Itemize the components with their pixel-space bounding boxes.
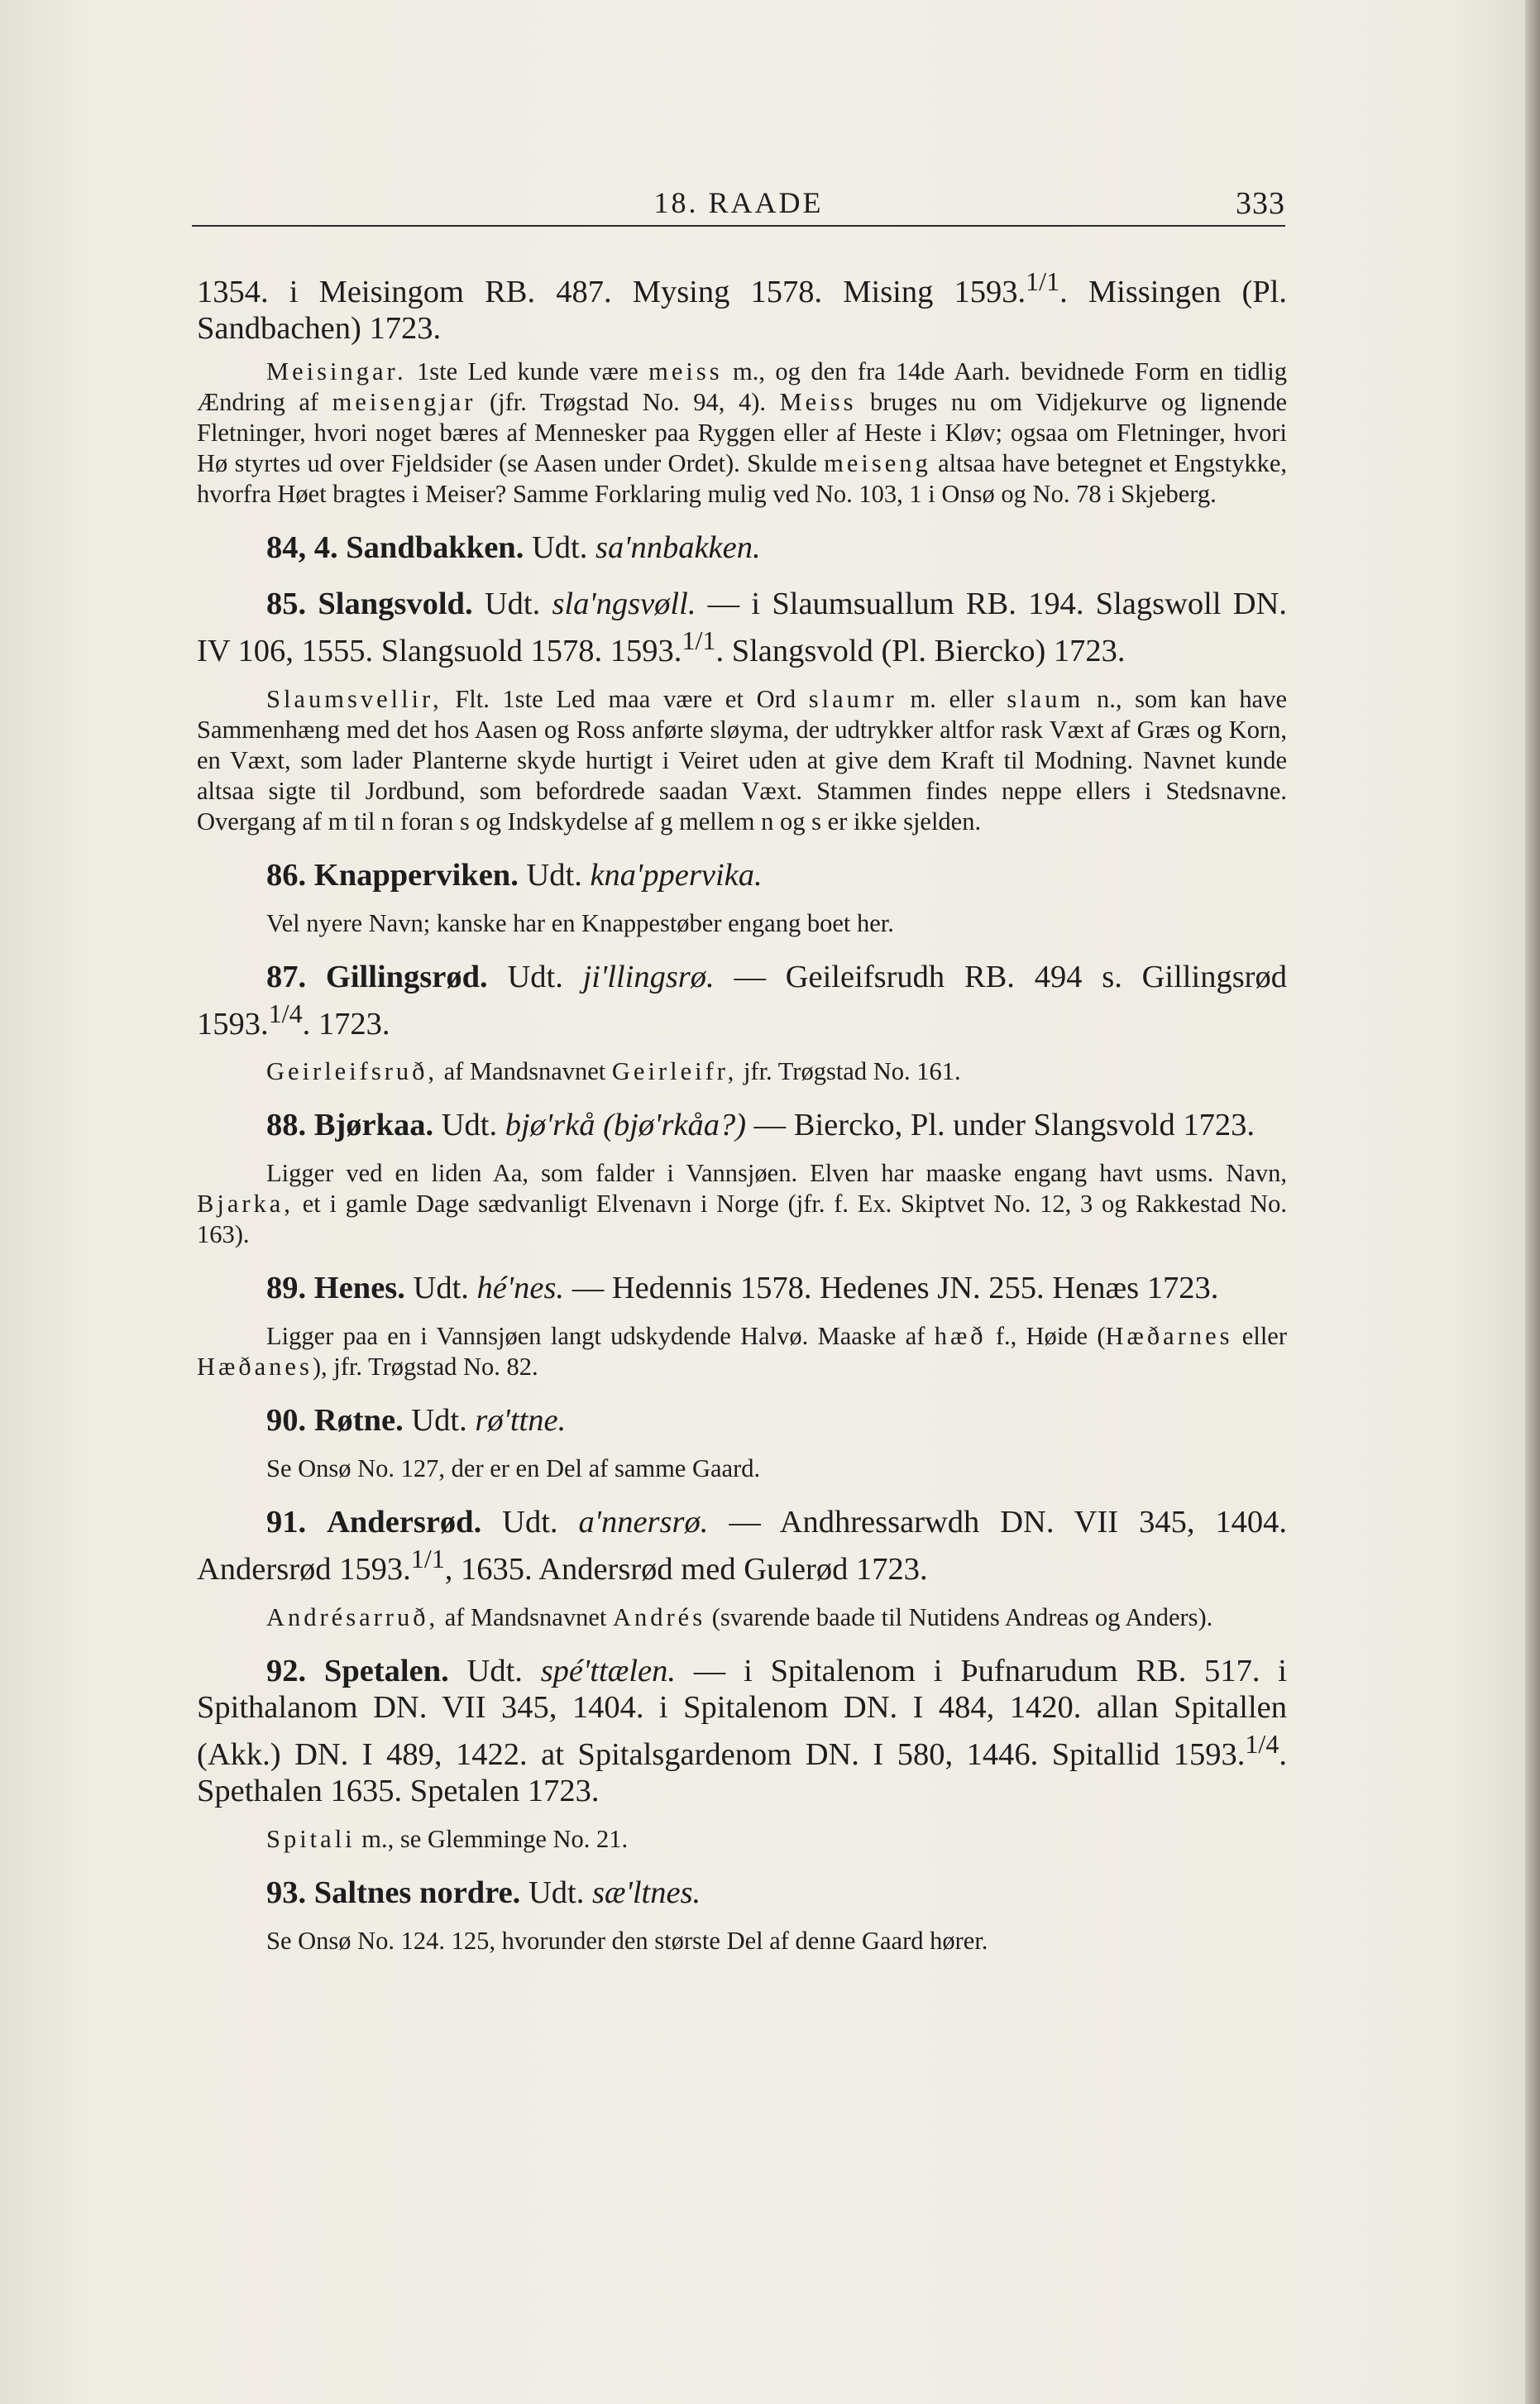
entry-86: 86. Knapperviken. Udt. kna'ppervika. [266,857,763,893]
entry-91: 91. Andersrød. Udt. a'nnersrø. — Andhressarwdh DN. VII 345, 1404. Andersrød 1593.$^{1/1}$, 1635. Andersrød med Gulerød 1723. [197,1505,1288,1588]
page-header [192,185,1285,227]
note-88: Ligger ved en liden Aa, som falder i Vannsjøen. Elven har maaske engang havt usms. Navn, Bjarka, et i gamle Dage sædvanligt Elvenavn i Norge (jfr. f. Ex. Skiptvet No. 12, 3 og Rakkestad No. 163). [197,1159,1287,1249]
page-number: 333 [1236,186,1285,221]
fraction: 1/1 [1026,266,1060,296]
note-92: Spitali m., se Glemminge No. 21. [266,1825,629,1854]
note-90: Se Onsø No. 127, der er en Del af samme Gaard. [266,1454,761,1483]
entry-90: 90. Røtne. Udt. rø'ttne. [266,1403,567,1439]
entry-89: 89. Henes. Udt. hé'nes. — Hedennis 1578. Hedenes JN. 255. Henæs 1723. [266,1271,1219,1306]
page-content [197,263,1287,1956]
note-93: Se Onsø No. 124. 125, hvorunder den største Del af denne Gaard hører. [266,1927,988,1956]
entry-92: 92. Spetalen. Udt. spé'ttælen. — i Spitalenom i Þufnarudum RB. 517. i Spithalanom DN. VII 345, 1404. i Spitalenom DN. I 484, 1420. allan Spitallen (Akk.) DN. I 489, 1422. at Spitalsgardenom DN. I 580, 1446. Spitallid 1593.$^{1/4}$. Spethalen 1635. Spetalen 1723. [197,1654,1288,1809]
running-head: 18. RAADE [653,186,824,219]
entry-88: 88. Bjørkaa. Udt. bjø'rkå (bjø'rkåa?) — Biercko, Pl. under Slangsvold 1723. [266,1108,1255,1143]
entry-93: 93. Saltnes nordre. Udt. sæ'ltnes. [266,1875,701,1911]
entry-87: 87. Gillingsrød. Udt. ji'llingsrø. — Geileifsrudh RB. 494 s. Gillingsrød 1593.$^{1/4}$. 1723. [197,959,1288,1042]
entry-1354: 1354. i Meisingom RB. 487. Mysing 1578. Mising 1593.$^{1/1}$. Missingen (Pl. Sandbachen) 1723. [197,266,1288,346]
note-86: Vel nyere Navn; kanske har en Knappestøber engang boet her. [266,908,894,937]
entry-85: 85. Slangsvold. Udt. sla'ngsvøll. — i Slaumsuallum RB. 194. Slagswoll DN. IV 106, 1555. Slangsuold 1578. 1593.$^{1/1}$. Slangsvold (Pl. Biercko) 1723. [197,586,1288,668]
note-1354: Meisingar. 1ste Led kunde være meiss m., og den fra 14de Aarh. bevidnede Form en tidlig Ændring af meisengjar (jfr. Trøgstad No. 94, 4). Meiss bruges nu om Vidjekurve og lignende Fletninger, hvori noget bæres af Mennesker paa Ryggen eller af Heste i Kløv; ogsaa om Fletninger, hvori Hø styrtes ud over Fjeldsider (se Aasen under Ordet). Skulde meiseng altsaa have betegnet et Engstykke, hvorfra Høet bragtes i Meiser? Samme Forklaring mulig ved No. 103, 1 i Onsø og No. 78 i Skjeberg. [197,357,1287,508]
note-91: Andrésarruð, af Mandsnavnet Andrés (svarende baade til Nutidens Andreas og Anders). [266,1603,1213,1632]
note-89: Ligger paa en i Vannsjøen langt udskydende Halvø. Maaske af hæð f., Høide (Hæðarnes eller Hæðanes), jfr. Trøgstad No. 82. [197,1322,1287,1382]
page-edge [1525,0,1540,2404]
note-87: Geirleifsruð, af Mandsnavnet Geirleifr, jfr. Trøgstad No. 161. [266,1057,961,1086]
entry-84: 84, 4. Sandbakken. Udt. sa'nnbakken. [266,529,761,565]
note-85: Slaumsvellir, Flt. 1ste Led maa være et Ord slaumr m. eller slaum n., som kan have Sammenhæng med det hos Aasen og Ross anførte sløyma, der udtrykker altfor rask Væxt af Græs og Korn, en Væxt, som lader Planterne skyde hurtigt i Veiret uden at give dem Kraft til Modning. Navnet kunde altsaa sigte til Jordbund, som befordrede saadan Væxt. Stammen findes neppe ellers i Stedsnavne. Overgang af m til n foran s og Indskydelse af g mellem n og s er ikke sjelden. [197,684,1287,836]
